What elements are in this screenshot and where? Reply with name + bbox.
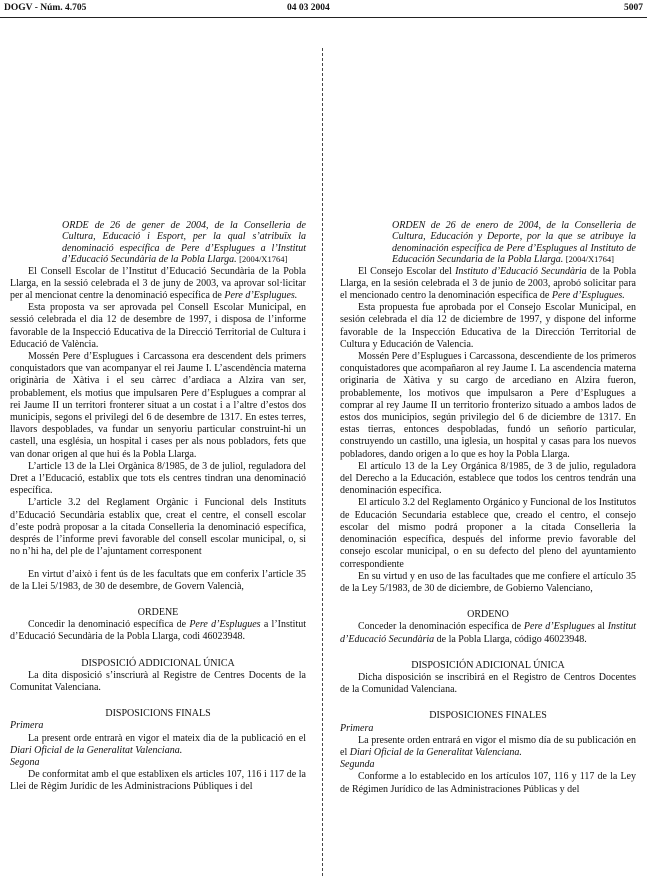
- order-reference: [2004/X1764]: [239, 254, 288, 265]
- paragraph: En virtut d’això i fent ús de les facultats que em conferix l’article 35 de la Llei 5/1983, de 30 de desembre, de Govern Valencià,: [10, 568, 306, 592]
- paragraph: En su virtud y en uso de las facultades que me confiere el artículo 35 de la Ley 5/1983, de 30 de diciembre, de Gobierno Valenciano,: [340, 570, 636, 594]
- paragraph: Conforme a lo establecido en los artículos 107, 116 y 117 de la Ley de Régimen Jurídico de las Administraciones Públicas y del: [340, 771, 636, 795]
- subsection-label: Primera: [10, 720, 44, 732]
- section-heading: DISPOSICIÓN ADICIONAL ÚNICA: [411, 659, 565, 671]
- order-title: ORDEN de 26 de enero de 2004, de la Conselleria de Cultura, Educación y Deporte, por la que se atribuye la denominación específica de Pere d’Esplugues al Instituto de Educación Secundaria de la Pobla Llarga. [2004/X1764]: [392, 220, 636, 266]
- paragraph: Esta proposta va ser aprovada pel Consell Escolar Municipal, en sessió celebrada el dia 12 de desembre de 1997, i disposa de l’informe favorable de la Inspecció Educativa de la Direcció Territorial de Cultura i Educació de València.: [10, 302, 306, 350]
- paragraph: Mossén Pere d’Esplugues i Carcassona era descendent dels primers conquistadors que van acompanyar el rei Jaume I. L’ascendència materna originària de Xàtiva i el seu càrrec d’ardiaca a Alzira van ser, probablement, els motius que impulsaren Pere d’Esplugues a comprar al rei Jaume II un territori fronterer situat a un costat i a l’altre d’estos dos municipis, segons el privilegi del 6 de desembre de 1317. En estes terres, llavors despoblades, va fundar un senyoriu particular construint-hi un castell, una església, un hospital i cases per als nous pobladors, fets que van donar origen al que hui és la Pobla Llarga.: [10, 351, 306, 460]
- paragraph: El artículo 3.2 del Reglamento Orgánico y Funcional de los Institutos de Educación Secundaria establece que, creado el centro, el consejo escolar del mismo podrá proponer a la citada Conselleria la denominación específica, después del informe previo favorable del consejo escolar municipal, o en su defecto del pleno del ayuntamiento correspondiente: [340, 497, 636, 570]
- section-heading: DISPOSICIÓ ADDICIONAL ÚNICA: [81, 657, 235, 669]
- paragraph: Mossén Pere d’Esplugues i Carcassona, descendiente de los primeros conquistadores que acompañaron al rey Jaume I. La ascendencia materna originaria de Xàtiva y su cargo de arcediano en Alzira fueron, probablemente, los motivos que impulsaron a Pere d’Esplugues a comprar al rey Jaume II un territorio fronterizo situado a ambos lados de estos dos municipios, según privilegio del 6 de diciembre de 1317. En estas tierras, entonces despobladas, fundó un señorío particular, construyendo un castillo, una iglesia, un hospital y casas para los nuevos pobladores, dando origen a lo que es hoy la Pobla Llarga.: [340, 351, 636, 460]
- page-header: [4, 3, 643, 16]
- paragraph: El artículo 13 de la Ley Orgánica 8/1985, de 3 de julio, reguladora del Derecho a la Educación, establece que todos los centros tendrán una denominación específica.: [340, 460, 636, 497]
- paragraph: El Consell Escolar de l’Institut d’Educació Secundària de la Pobla Llarga, en la sessió celebrada el 3 de juny de 2003, va aprovar sol·licitar per al mencionat centre la denominació específica de Pere d’Esplugues.: [10, 265, 306, 302]
- paragraph: Conceder la denominación específica de Pere d’Esplugues al Institut d’Educació Secundària de la Pobla Llarga, código 46023948.: [340, 621, 637, 645]
- subsection-label: Primera: [340, 722, 374, 734]
- spanish-column: [340, 220, 636, 796]
- order-title: ORDE de 26 de gener de 2004, de la Conselleria de Cultura, Educació i Esport, per la qual s’atribuïx la denominació específica de Pere d’Esplugues a l’Institut d’Educació Secundària de la Pobla Llarga. [2004/X1764]: [62, 220, 306, 266]
- journal-number: DOGV - Núm. 4.705: [4, 3, 87, 13]
- section-heading: ORDENE: [137, 606, 179, 618]
- header-rule: [0, 17, 647, 18]
- paragraph: Dicha disposición se inscribirá en el Registro de Centros Docentes de la Comunidad Valenciana.: [340, 671, 636, 696]
- column-divider: [322, 48, 323, 876]
- paragraph: El Consejo Escolar del Instituto d’Educació Secundària de la Pobla Llarga, en la sesión celebrada el 3 de junio de 2003, aprobó solicitar para el mencionado centro la denominación específica de Pere d’Esplugues.: [340, 265, 637, 302]
- paragraph: De conformitat amb el que establixen els articles 107, 116 i 117 de la Llei de Règim Jurídic de les Administracions Públiques i del: [10, 769, 306, 793]
- paragraph: Concedir la denominació específica de Pere d’Esplugues a l’Institut d’Educació Secundària de la Pobla Llarga, codi 46023948.: [10, 619, 307, 643]
- publication-date: 04 03 2004: [287, 3, 330, 13]
- paragraph: La presente orden entrará en vigor el mismo día de su publicación en el Diari Oficial de la Generalitat Valenciana.: [340, 734, 636, 758]
- paragraph: L’article 13 de la Llei Orgànica 8/1985, de 3 de juliol, reguladora del Dret a l’Educació, establix que tots els centres tindran una denominació específica.: [10, 460, 306, 497]
- subsection-label: Segona: [10, 756, 40, 768]
- paragraph: La dita disposició s’inscriurà al Registre de Centres Docents de la Comunitat Valenciana.: [10, 669, 306, 693]
- page-number: 5007: [624, 3, 643, 13]
- valencian-column: [10, 220, 306, 794]
- paragraph: Esta propuesta fue aprobada por el Consejo Escolar Municipal, en sesión celebrada el día 12 de diciembre de 1997, y dispone del informe favorable de la Inspección Educativa de la Dirección Territorial de Cultura y Educación de Valencia.: [340, 302, 636, 350]
- paragraph: La present orde entrarà en vigor el mateix dia de la publicació en el Diari Oficial de la Generalitat Valenciana.: [10, 732, 306, 756]
- subsection-label: Segunda: [340, 759, 375, 771]
- order-reference: [2004/X1764]: [565, 254, 614, 265]
- paragraph: L’article 3.2 del Reglament Orgànic i Funcional dels Instituts d’Educació Secundària establix que, creat el centre, el consell escolar d’este podrà proposar a la citada Conselleria la denominació específica, després de l’informe previ favorable del consell escolar municipal, o, si no n’hi ha, del ple de l’ajuntament corresponent: [10, 497, 306, 558]
- section-heading: ORDENO: [467, 609, 509, 621]
- section-heading: DISPOSICIONS FINALS: [105, 708, 211, 720]
- section-heading: DISPOSICIONES FINALES: [429, 710, 547, 722]
